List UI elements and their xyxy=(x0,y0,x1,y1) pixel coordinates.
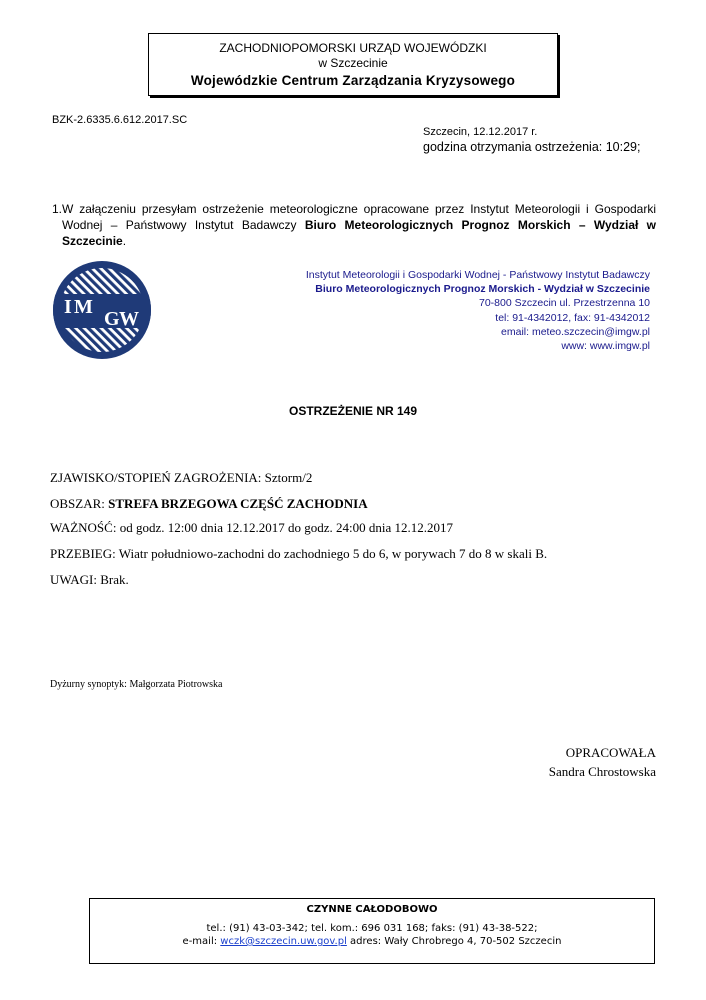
phenomenon-value: Sztorm/2 xyxy=(264,470,313,485)
validity-value: od godz. 12:00 dnia 12.12.2017 do godz. 24:00 dnia 12.12.2017 xyxy=(119,520,453,535)
phenomenon-label: ZJAWISKO/STOPIEŃ ZAGROŻENIA: xyxy=(50,470,262,485)
footer-title: CZYNNE CAŁODOBOWO xyxy=(306,904,438,915)
footer-email-label: e-mail: xyxy=(182,936,218,947)
footer-email-link[interactable]: wczk@szczecin.uw.gov.pl xyxy=(220,936,347,947)
imgw-www: www: www.imgw.pl xyxy=(561,340,650,353)
phenomenon-field xyxy=(50,470,312,486)
imgw-email: email: meteo.szczecin@imgw.pl xyxy=(501,325,650,338)
intro-paragraph xyxy=(52,201,656,249)
warning-title: OSTRZEŻENIE NR 149 xyxy=(288,404,418,418)
validity-label: WAŻNOŚĆ: xyxy=(50,520,117,535)
logo-letter-m: M xyxy=(74,296,93,318)
imgw-contact-block xyxy=(306,268,650,353)
course-field xyxy=(50,546,547,562)
signature-label: OPRACOWAŁA xyxy=(565,745,656,760)
area-value: STREFA BRZEGOWA CZĘŚĆ ZACHODNIA xyxy=(108,496,368,511)
logo-letter-i: I xyxy=(64,296,72,318)
footer-phones: tel.: (91) 43-03-342; tel. kom.: 696 031 168; faks: (91) 43-38-522; xyxy=(206,923,538,934)
footer-email-address xyxy=(90,936,654,947)
imgw-address: 70-800 Szczecin ul. Przestrzenna 10 xyxy=(478,297,650,310)
course-value: Wiatr południowo-zachodni do zachodniego 5 do 6, w porywach 7 do 8 w skali B. xyxy=(118,546,548,561)
imgw-bureau: Biuro Meteorologicznych Prognoz Morskich - Wydział w Szczecinie xyxy=(315,283,650,296)
paragraph-bold-office: Biuro Meteorologicznych Prognoz Morskich – Wydział w Szczecinie xyxy=(62,218,657,248)
remarks-value: Brak. xyxy=(100,572,129,587)
crisis-center-name: Wojewódzkie Centrum Zarządzania Kryzysowego xyxy=(190,73,516,88)
duty-forecaster: Dyżurny synoptyk: Małgorzata Piotrowska xyxy=(50,679,223,690)
validity-field xyxy=(50,520,453,536)
remarks-field xyxy=(50,572,129,588)
place-date: Szczecin, 12.12.2017 r. xyxy=(423,126,538,138)
imgw-logo xyxy=(52,260,152,360)
office-city: w Szczecinie xyxy=(318,56,388,70)
imgw-phone: tel: 91-4342012, fax: 91-4342012 xyxy=(495,311,650,324)
signature-block xyxy=(549,743,656,781)
logo-letter-w: W xyxy=(119,308,139,330)
footer-address: adres: Wały Chrobrego 4, 70-502 Szczecin xyxy=(350,936,562,947)
remarks-label: UWAGI: xyxy=(50,572,97,587)
logo-letter-g: G xyxy=(104,308,120,330)
area-field xyxy=(50,496,368,512)
received-time: godzina otrzymania ostrzeżenia: 10:29; xyxy=(423,140,641,154)
area-label: OBSZAR: xyxy=(50,496,105,511)
paragraph-text: W załączeniu przesyłam ostrzeżenie meteorologiczne opracowane przez Instytut Meteorologii i Gospodarki Wodnej – Państwowy Instytut Badawczy Biuro Meteorologicznych Prognoz Morskich – Wydział w Szczecinie. xyxy=(62,202,657,248)
imgw-institute: Instytut Meteorologii i Gospodarki Wodnej - Państwowy Instytut Badawczy xyxy=(305,269,650,281)
office-header-box xyxy=(148,33,558,96)
course-label: PRZEBIEG: xyxy=(50,546,116,561)
reference-number: BZK-2.6335.6.612.2017.SC xyxy=(52,114,188,126)
paragraph-number: 1. xyxy=(52,202,63,216)
footer-contact-box xyxy=(89,898,655,964)
signature-name: Sandra Chrostowska xyxy=(548,764,656,779)
office-name: ZACHODNIOPOMORSKI URZĄD WOJEWÓDZKI xyxy=(219,41,487,55)
